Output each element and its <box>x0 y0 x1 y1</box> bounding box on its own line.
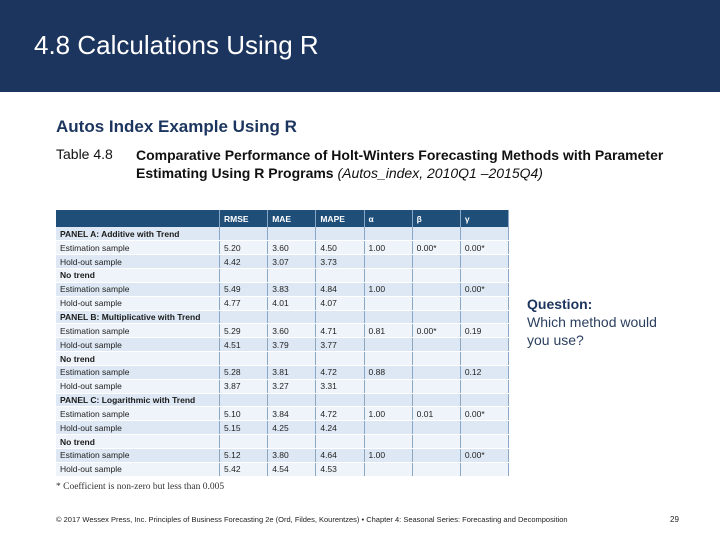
value-cell: 4.64 <box>316 449 364 463</box>
value-cell: 0.19 <box>460 324 508 338</box>
value-cell: 3.81 <box>268 365 316 379</box>
value-cell: 5.28 <box>220 365 268 379</box>
value-cell: 5.15 <box>220 421 268 435</box>
table-row <box>56 338 509 352</box>
value-cell: 5.29 <box>220 324 268 338</box>
value-cell: 0.01 <box>412 407 460 421</box>
table-caption-number: Table 4.8 <box>56 146 113 162</box>
value-cell <box>316 269 364 283</box>
value-cell: 3.84 <box>268 407 316 421</box>
row-label-cell: Hold-out sample <box>56 338 220 352</box>
value-cell <box>412 435 460 449</box>
value-cell <box>412 255 460 269</box>
value-cell: 0.00* <box>460 449 508 463</box>
row-label-cell: Estimation sample <box>56 449 220 463</box>
table-header-row <box>56 210 509 227</box>
comparison-table <box>56 210 509 477</box>
value-cell: 4.72 <box>316 407 364 421</box>
value-cell: 5.42 <box>220 462 268 476</box>
question-title: Question: <box>527 296 593 312</box>
value-cell: 3.73 <box>316 255 364 269</box>
row-label-cell: PANEL B: Multiplicative with Trend <box>56 310 220 324</box>
value-cell: 0.81 <box>364 324 412 338</box>
table-row <box>56 296 509 310</box>
value-cell: 0.88 <box>364 365 412 379</box>
subheading-row <box>56 435 509 449</box>
slide-header <box>0 0 720 92</box>
value-cell <box>220 269 268 283</box>
value-cell <box>220 310 268 324</box>
value-cell <box>364 269 412 283</box>
value-cell <box>460 352 508 366</box>
value-cell <box>364 255 412 269</box>
value-cell: 3.77 <box>316 338 364 352</box>
header-cell: γ <box>460 210 508 227</box>
value-cell: 4.84 <box>316 282 364 296</box>
value-cell: 3.07 <box>268 255 316 269</box>
value-cell: 4.42 <box>220 255 268 269</box>
question-box <box>527 295 667 349</box>
table-row <box>56 421 509 435</box>
value-cell: 5.10 <box>220 407 268 421</box>
row-label-cell: PANEL A: Additive with Trend <box>56 227 220 241</box>
value-cell <box>268 435 316 449</box>
value-cell <box>412 421 460 435</box>
value-cell <box>460 462 508 476</box>
value-cell <box>412 393 460 407</box>
table-row <box>56 407 509 421</box>
value-cell <box>412 338 460 352</box>
value-cell <box>364 421 412 435</box>
row-label-cell: Hold-out sample <box>56 379 220 393</box>
row-label-cell: Hold-out sample <box>56 421 220 435</box>
value-cell <box>460 393 508 407</box>
value-cell <box>220 227 268 241</box>
value-cell: 1.00 <box>364 241 412 255</box>
table-row <box>56 241 509 255</box>
row-label-cell: Hold-out sample <box>56 462 220 476</box>
value-cell: 3.83 <box>268 282 316 296</box>
value-cell <box>412 379 460 393</box>
value-cell <box>460 269 508 283</box>
table-row <box>56 255 509 269</box>
value-cell: 0.12 <box>460 365 508 379</box>
value-cell <box>316 393 364 407</box>
row-label-cell: Hold-out sample <box>56 255 220 269</box>
value-cell <box>364 227 412 241</box>
header-cell: MAPE <box>316 210 364 227</box>
value-cell <box>412 296 460 310</box>
row-label-cell: Estimation sample <box>56 241 220 255</box>
header-cell: β <box>412 210 460 227</box>
table-row <box>56 462 509 476</box>
value-cell: 3.60 <box>268 324 316 338</box>
value-cell <box>220 435 268 449</box>
table-caption <box>136 146 676 182</box>
value-cell <box>412 310 460 324</box>
value-cell <box>364 379 412 393</box>
value-cell <box>412 352 460 366</box>
value-cell: 0.00* <box>460 282 508 296</box>
value-cell: 4.53 <box>316 462 364 476</box>
value-cell: 4.71 <box>316 324 364 338</box>
value-cell <box>460 435 508 449</box>
value-cell: 5.20 <box>220 241 268 255</box>
row-label-cell: Estimation sample <box>56 282 220 296</box>
value-cell <box>268 310 316 324</box>
row-label-cell: Estimation sample <box>56 407 220 421</box>
row-label-cell: No trend <box>56 435 220 449</box>
value-cell <box>364 352 412 366</box>
header-cell: α <box>364 210 412 227</box>
page-number: 29 <box>670 515 679 524</box>
value-cell <box>364 435 412 449</box>
value-cell: 5.49 <box>220 282 268 296</box>
subheading-row <box>56 352 509 366</box>
value-cell <box>364 462 412 476</box>
value-cell: 4.24 <box>316 421 364 435</box>
question-body: Which method would you use? <box>527 314 657 348</box>
value-cell <box>268 269 316 283</box>
value-cell: 1.00 <box>364 282 412 296</box>
table-footnote: * Coefficient is non-zero but less than 0.005 <box>56 482 225 492</box>
value-cell: 3.60 <box>268 241 316 255</box>
value-cell <box>412 269 460 283</box>
value-cell <box>460 255 508 269</box>
table-row <box>56 365 509 379</box>
value-cell <box>460 421 508 435</box>
value-cell <box>220 352 268 366</box>
value-cell <box>364 338 412 352</box>
value-cell: 3.31 <box>316 379 364 393</box>
value-cell: 4.72 <box>316 365 364 379</box>
value-cell: 4.50 <box>316 241 364 255</box>
value-cell <box>460 296 508 310</box>
value-cell <box>412 365 460 379</box>
table-row <box>56 282 509 296</box>
value-cell: 3.79 <box>268 338 316 352</box>
value-cell <box>364 310 412 324</box>
value-cell: 5.12 <box>220 449 268 463</box>
panel-heading-row <box>56 310 509 324</box>
value-cell <box>460 379 508 393</box>
row-label-cell: PANEL C: Logarithmic with Trend <box>56 393 220 407</box>
value-cell <box>220 393 268 407</box>
footer-copyright: © 2017 Wessex Press, Inc. Principles of Business Forecasting 2e (Ord, Fildes, Kourentzes) • Chapter 4: Seasonal Series: Forecasting and Decomposition <box>56 515 568 524</box>
value-cell <box>412 462 460 476</box>
row-label-cell: Hold-out sample <box>56 296 220 310</box>
row-label-cell: Estimation sample <box>56 365 220 379</box>
comparison-table-container <box>56 210 509 477</box>
value-cell: 3.87 <box>220 379 268 393</box>
value-cell: 4.25 <box>268 421 316 435</box>
table-row <box>56 379 509 393</box>
value-cell <box>460 310 508 324</box>
value-cell: 1.00 <box>364 407 412 421</box>
slide-title: 4.8 Calculations Using R <box>34 30 319 60</box>
value-cell: 4.51 <box>220 338 268 352</box>
row-label-cell: No trend <box>56 269 220 283</box>
panel-heading-row <box>56 393 509 407</box>
row-label-cell: No trend <box>56 352 220 366</box>
header-cell: RMSE <box>220 210 268 227</box>
section-subtitle: Autos Index Example Using R <box>56 117 297 136</box>
row-label-cell: Estimation sample <box>56 324 220 338</box>
value-cell <box>316 352 364 366</box>
value-cell: 0.00* <box>460 407 508 421</box>
value-cell <box>316 227 364 241</box>
value-cell <box>412 227 460 241</box>
subheading-row <box>56 269 509 283</box>
header-cell <box>56 210 220 227</box>
value-cell: 4.54 <box>268 462 316 476</box>
panel-heading-row <box>56 227 509 241</box>
table-caption-source: (Autos_index, 2010Q1 –2015Q4) <box>337 165 543 181</box>
value-cell: 1.00 <box>364 449 412 463</box>
header-cell: MAE <box>268 210 316 227</box>
value-cell <box>268 393 316 407</box>
value-cell: 3.27 <box>268 379 316 393</box>
value-cell: 4.77 <box>220 296 268 310</box>
value-cell <box>316 310 364 324</box>
table-row <box>56 324 509 338</box>
table-caption-title: Comparative Performance of Holt-Winters Forecasting Methods with Parameter Estimating Using R Programs <box>136 147 664 181</box>
value-cell <box>364 393 412 407</box>
value-cell <box>316 435 364 449</box>
value-cell <box>268 352 316 366</box>
table-body <box>56 227 509 476</box>
value-cell: 0.00* <box>412 324 460 338</box>
value-cell: 4.07 <box>316 296 364 310</box>
value-cell: 0.00* <box>412 241 460 255</box>
value-cell: 3.80 <box>268 449 316 463</box>
value-cell <box>412 449 460 463</box>
value-cell <box>268 227 316 241</box>
value-cell: 4.01 <box>268 296 316 310</box>
table-row <box>56 449 509 463</box>
value-cell <box>460 227 508 241</box>
value-cell <box>364 296 412 310</box>
value-cell <box>460 338 508 352</box>
value-cell <box>412 282 460 296</box>
value-cell: 0.00* <box>460 241 508 255</box>
